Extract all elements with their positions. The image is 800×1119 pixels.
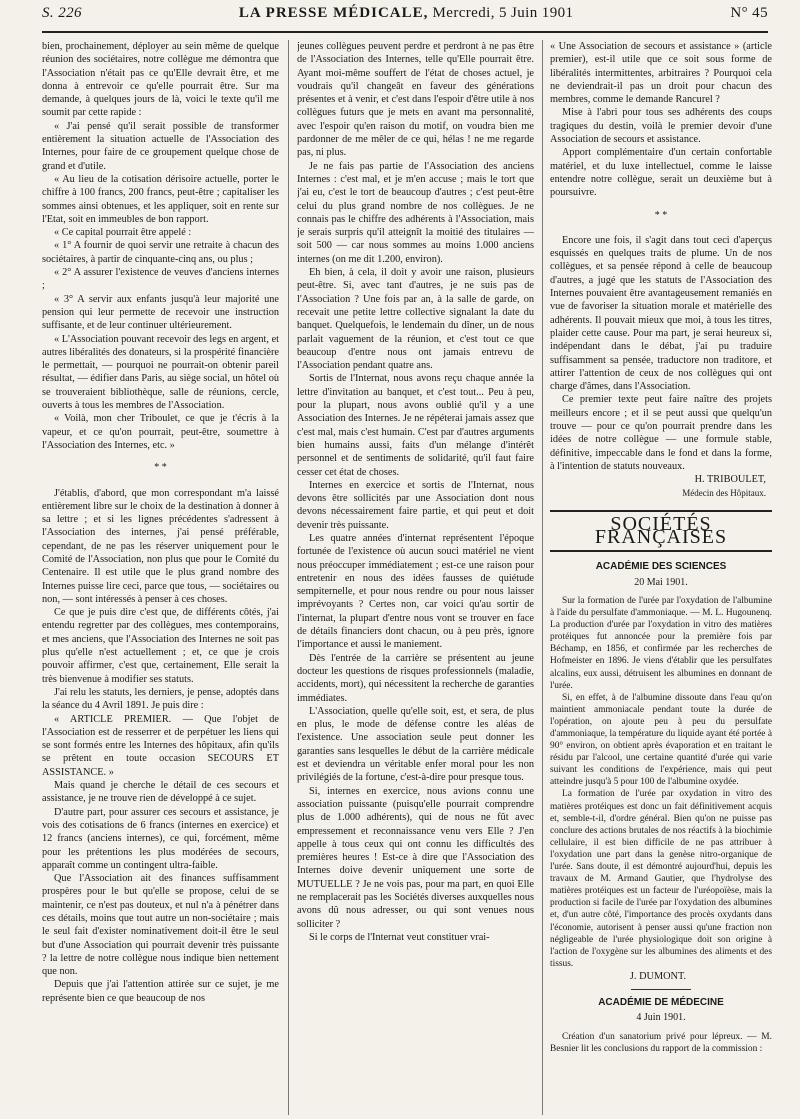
paragraph: Sur la formation de l'urée par l'oxydation de l'albumine à l'aide du persulfate d'ammoniaque. — M. L. Hugounenq. La production d'urée par l'oxydation in vitro des matières protéiques fut annoncée pour la première fois par Béchamp, en 1856, et confirmée par les recherches de Hofmeister en 1896. Je viens d'établir que les persulfates alcalins, eux aussi, détruisent les albumines en donnant de l'urée. xyxy=(550,595,772,691)
page-number: S. 226 xyxy=(42,5,82,21)
paragraph: « ARTICLE PREMIER. — Que l'objet de l'Association est de resserrer et de perpétuer les liens qui se sont formés entre les Internes des hôpitaux, afin qu'ils se prêtent en toute occasion SECOURS ET ASSISTANCE. » xyxy=(42,713,279,778)
paragraph: Ce premier texte peut faire naître des projets meilleurs encore ; et il se peut aussi que quelqu'un trouve — pour ce qu'on pourrait prendre dans les idées de notre collègue — une formule stable, définitive, impeccable dans le fond et dans la forme, à l'intention de statuts nouveaux. xyxy=(550,394,772,472)
paragraph: Mais quand je cherche le détail de ces secours et assistance, je ne trouve rien de développé à ce sujet. xyxy=(42,780,279,805)
paragraph: « L'Association pouvant recevoir des legs en argent, et autres libéralités des donateurs, si la prospérité financière le permettait, — pourquoi ne pourrait-on obtenir pareil résultat, — édifier dans Paris, au siège social, un hôtel où se trouveraient bibliothèque, salle de réunions, cercle, ouverts à tous les membres de l'Association. xyxy=(42,333,279,412)
paragraph: Si le corps de l'Internat veut constituer vrai- xyxy=(309,931,490,943)
paragraph: jeunes collègues peuvent perdre et perdront à ne pas être de l'Association des Internes, telle qu'Elle pourrait être. Ayant moi-même souffert de l'état de choses actuel, je voudrais qu'il changeât en faveur des générations présentes et à venir, et c'est dans l'espoir d'être utile à nos collègues futurs que je mets en avant ma personnalité, avec l'espoir qu'en raison du motif, on voudra bien me pardonner de me mêler de ce qui, hélas ! ne me regarde pas, ni plus. xyxy=(297,41,534,159)
author-signature: J. DUMONT. xyxy=(629,970,687,982)
paragraph: Encore une fois, il s'agit dans tout ceci d'aperçus esquissés en quelques traits de plume. Un de nos collègues, et sa pensée répond à celle de beaucoup d'autres, a jugé que les statuts de l'Association des Internes pouvaient être avantageusement remaniés en vue de favoriser la situation morale et matérielle des adhérents. Il pouvait mieux que moi, à tous les titres, plaider cette cause. Pour ma part, je serai heureux si, indépendant dans le débat, j'ai pu traduire suffisamment sa pensée, traductore non traditore, et attirer l'attention de ceux de nos collègues qui ont charge d'âmes, dans l'Association. xyxy=(550,234,772,393)
paragraph: « 3° A servir aux enfants jusqu'à leur majorité une pension qui leur permette de recevoir une instruction suffisante, et de leur continuer ultérieurement. xyxy=(42,293,279,332)
page-header xyxy=(42,5,768,29)
paragraph: Je ne fais pas partie de l'Association des anciens Internes : c'est mal, et je m'en accuse ; mais le tort que j'ai eu, c'est le tort de beaucoup d'autres ; c'est peut-être celui du plus grand nombre de nos collègues. Je ne connais pas le chiffre des adhérents à l'Association, mais je serais surpris qu'il atteignît la moitié des titulaires — soit 500 — car nous sommes au moins 1.000 anciens internes (on me dit 1.200, environ). xyxy=(297,160,534,265)
author-signature: H. TRIBOULET, xyxy=(694,474,766,486)
column-1 xyxy=(42,40,279,1115)
issue-number: N° 45 xyxy=(730,5,768,21)
section-title: SOCIÉTÉS FRANÇAISES xyxy=(550,510,772,553)
column-3 xyxy=(550,40,772,1115)
paragraph: Eh bien, à cela, il doit y avoir une raison, plusieurs peut-être. Si, avec tant d'autres, je ne suis pas de l'Association ? Une fois par an, à la salle de garde, on recevait une petite lettre collective signalant la date du banquet. Quelquefois, le lendemain du dîner, un de nous parlait vaguement de la réunion, et c'est tout ce que beaucoup d'entre nous ont jamais entrevu de l'Association pendant quatre ans. xyxy=(297,267,534,372)
column-divider xyxy=(288,40,289,1115)
paragraph: « 2° A assurer l'existence de veuves d'anciens internes ; xyxy=(42,267,279,292)
paragraph: « Une Association de secours et assistance » (article premier), est-il utile que ce soit sous forme de libéralités intermittentes, arbitraires ? Pourquoi cela ne deviendrait-il pas un droit pour chacun des membres, comme le demande Rancurel ? xyxy=(550,41,772,106)
paragraph: La formation de l'urée par oxydation in vitro des matières protéiques est donc un fait définitivement acquis et, semble-t-il, d'ordre général. Bien qu'on ne puisse pas conclure des actions brutales de nos réactifs à la biochimie cellulaire, il est bien difficile de ne pas attribuer à l'oxydation une part dans la genèse nitro-organique de l'urée. Sans doute, il est démontré aujourd'hui, depuis les travaux de M. Armand Gautier, que l'hydrolyse des matières protéiques est un facteur de l'uréopoïèse, mais la production si facile de l'urée par l'oxydation des albumines et, d'un autre côté, l'importance des procès oxydants dans l'économie, autorisent à penser aussi qu'une fraction non négligeable de l'urée physiologique doit son origine à l'action de l'oxygène sur les albumines des aliments et des tissus. xyxy=(550,789,772,969)
column-divider xyxy=(542,40,543,1115)
header-rule xyxy=(42,31,768,33)
paragraph: Si, internes en exercice, nous avions connu une association puissante (puisqu'elle pourrait comprendre plus de 1.000 adhérents), qui de nous ne fût avec empressement et reconnaissance venu vers Elle ? J'en appelle à tous ceux qui ont connu les difficultés des premières heures ! Est-ce à dire que l'Association des Internes doive devenir uniquement une sorte de MUTUELLE ? Je ne vois pas, pour ma part, en quoi Elle ne remplacerait pas les Sociétés diverses auxquelles nous avons dû nous adresser, ou qui sont venues nous solliciter ? xyxy=(297,785,534,930)
author-role: Médecin des Hôpitaux. xyxy=(682,487,766,498)
section-separator: * * xyxy=(654,209,668,221)
academy-heading: ACADÉMIE DES SCIENCES xyxy=(595,561,727,573)
academy-date: 4 Juin 1901. xyxy=(636,1012,686,1024)
paragraph: Dès l'entrée de la carrière se présentent au jeune docteur les questions de risques professionnels (maladie, accidents, mort), qui nécessitent la recherche de garanties immédiates. xyxy=(297,652,534,704)
paragraph: Création d'un sanatorium privé pour lépreux. — M. Besnier lit les conclusions du rapport de la commission : xyxy=(550,1031,772,1054)
journal-title: LA PRESSE MÉDICALE, Mercredi, 5 Juin 1901 xyxy=(238,5,574,21)
paragraph: Ce que je puis dire c'est que, de différents côtés, j'ai entendu regretter par des collègues, mes contemporains, et mes anciens, que l'Association des Internes ne soit pas plus qu'elle n'est actuellement ; et, ce que je crois pouvoir affirmer, c'est que, certainement, Elle serait la très bienvenue à modifier ses statuts. xyxy=(42,607,279,685)
paragraph: Que l'Association ait des finances suffisamment prospères pour le but qu'elle se propose, celui de se maintenir, ce n'est pas douteux, et nul n'a à pénétrer dans ces détails, moins que tout autre un non-sociétaire ; mais le seul fait d'exister nominativement doit-il être le seul but d'une Association qui pourrait devenir très puissante ? la lettre de notre collègue nous indique bien nettement que non. xyxy=(42,873,279,978)
academy-heading: ACADÉMIE DE MÉDECINE xyxy=(598,997,724,1009)
paragraph: L'Association, quelle qu'elle soit, est, et sera, de plus en plus, le mode de défense contre les aléas de l'existence. Une association seule peut donner les garanties sans lesquelles le début de la carrière médicale est et deviendra un véritable enfer moral pour les non privilégiés de la fortune, c'est-à-dire pour presque tous. xyxy=(297,705,534,784)
paragraph: J'ai relu les statuts, les derniers, je pense, adoptés dans la séance du 4 Avril 1891. Je puis dire : xyxy=(42,686,279,712)
paragraph: « 1° A fournir de quoi servir une retraite à chacun des sociétaires, à partir de cinquante-cinq ans, ou plus ; xyxy=(42,240,279,265)
paragraph: Si, en effet, à de l'albumine dissoute dans l'eau qu'on maintient ammoniacale pendant toute la durée de l'opération, on ajoute peu à peu du persulfate d'ammoniaque, la température du liquide ayant été portée à 90° environ, on obtient après évaporation et en traitant le résidu par l'alcool, une certaine quantité d'urée qui varie suivant les conditions de l'expérience, mais qui peut atteindre jusqu'à 5 pour 100 de l'albumine oxydée. xyxy=(550,692,772,788)
paragraph: Apport complémentaire d'un certain confortable matériel, et du luxe intellectuel, comme le laisse entendre notre collègue, serait un deuxième but à poursuivre. xyxy=(550,147,772,199)
paragraph: « J'ai pensé qu'il serait possible de transformer entièrement la situation actuelle de l'Association des Internes, pour faire de ce groupement quelque chose de grand et d'utile. xyxy=(42,120,279,172)
paragraph: « Voilà, mon cher Triboulet, ce que je t'écris à la vapeur, et ce qu'on pourrait, peut-être, soumettre à l'Association des Internes, etc. » xyxy=(42,413,279,451)
paragraph: J'établis, d'abord, que mon correspondant m'a laissé entièrement libre sur le choix de la destination à donner à sa lettre ; et si les lignes précédentes s'adressent à l'Association des internes, j'ai pensé préférable, cependant, de ne pas les réserver uniquement pour le Comité de l'Association, non plus que pour le Comité du Centenaire. Il est utile que le plus grand nombre des Internes puisse lire ceci, parce que tous, — sociétaires ou non, — sont intéressés à penser à ces choses. xyxy=(42,487,279,605)
paragraph: D'autre part, pour assurer ces secours et assistance, je vois des cotisations de 6 francs (internes en exercice) et 12 francs (anciens internes), ce qui, forcément, même pour les prétentions les plus modérées de secours, apparaît comme un contingent ultra-faible. xyxy=(42,806,279,871)
paragraph: bien, prochainement, déployer au sein même de quelque réunion des sociétaires, notre collègue me démontra que l'Association n'était pas ce qu'Elle devrait être, et me donna à entrevoir ce qu'elle pourrait être. Sur ma demande, à quelques jours de là, voici le texte qu'il me soumit par cette rapide : xyxy=(42,41,279,119)
paragraph: Les quatre années d'internat représentent l'époque fortunée de l'existence où aucun souci matériel ne vient nous préoccuper immédiatement ; est-ce une raison pour entretenir en nous des idées fausses de quiétude sempiternelle, et pour nous rendre ou pour nous laisser imprévoyants ? Certes non, car voici qu'au sortir de l'internat, la plupart d'entre nous vont se trouver en face de détails financiers dont chacun, ou à peu près, ignore l'importance et aussi le maniement. xyxy=(297,532,534,651)
paragraph: Mise à l'abri pour tous ses adhérents des coups tragiques du destin, voilà le premier devoir d'une Association de secours et assistance. xyxy=(550,107,772,146)
paragraph: « Ce capital pourrait être appelé : xyxy=(54,227,192,239)
paragraph: Internes en exercice et sortis de l'Internat, nous devons être sollicités par une Association dont nous devons nécessairement faire partie, et qui peut et doit devenir très puissante. xyxy=(297,479,534,531)
section-separator: * * xyxy=(154,462,167,474)
column-2 xyxy=(297,40,534,1115)
paragraph: Sortis de l'Internat, nous avons reçu chaque année la lettre d'invitation au banquet, et c'est tout... Peu à peu, pour la plupart, nous avons oublié qu'il y a une Association des Internes. Je ne répéterai jamais assez que c'est mal, mais c'est humain. C'est par d'autres arguments bien humains aussi, faits d'un mélange d'intérêt personnel et de sentiments de solidarité, qu'il faut faire cesser cet état de choses. xyxy=(297,373,534,478)
paragraph: Depuis que j'ai l'attention attirée sur ce sujet, je me représente bien ce que beaucoup de nos xyxy=(42,979,279,1004)
divider xyxy=(631,989,691,990)
academy-date: 20 Mai 1901. xyxy=(634,576,688,588)
paragraph: « Au lieu de la cotisation dérisoire actuelle, porter le chiffre à 100 francs, 200 francs, peut-être ; capitaliser les sommes ainsi obtenues, et les appliquer, soit en rente sur l'Etat, soit en immeubles de bon rapport. xyxy=(42,173,279,225)
